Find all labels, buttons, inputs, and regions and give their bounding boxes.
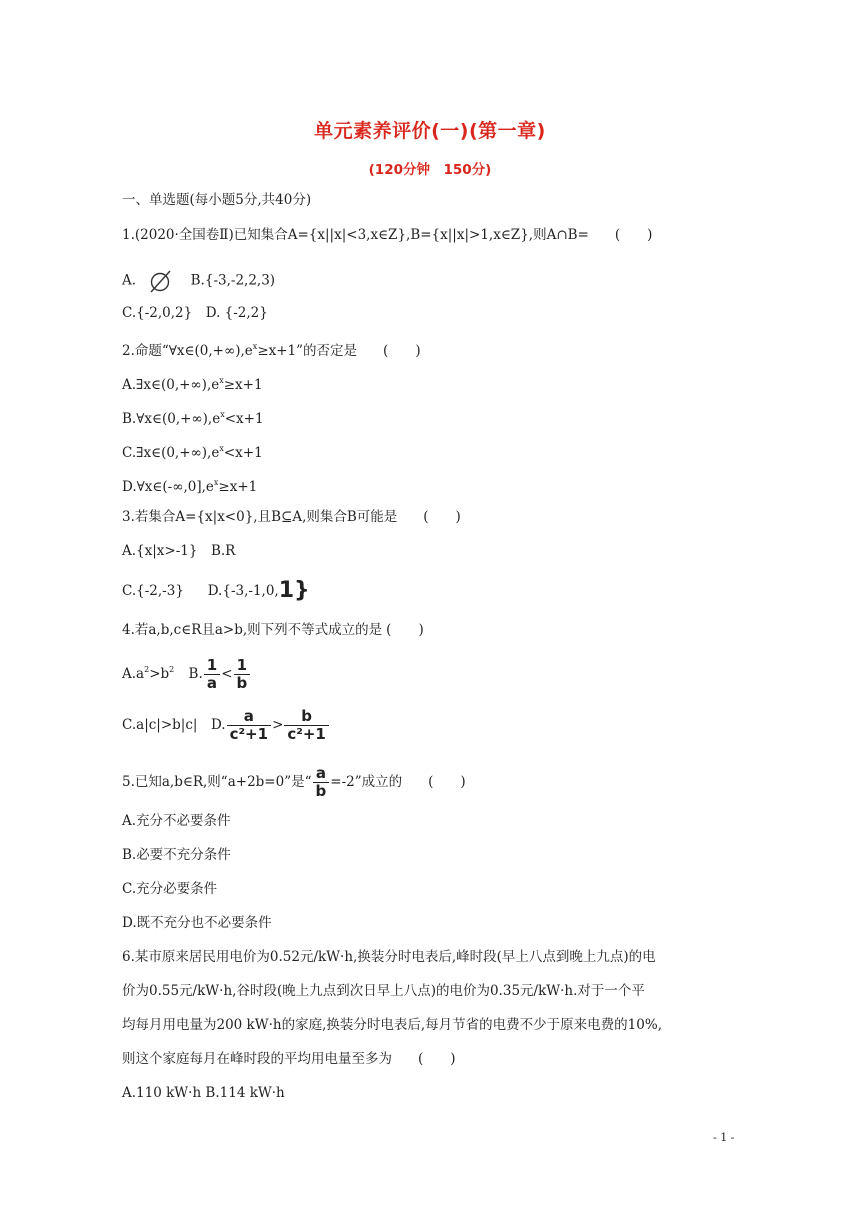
q2-option-d: $D.\forall x\in(-\infty,0],e^x\ge x+1$ [122,478,258,495]
fraction-a-over-c2-plus-1: $\frac{a}{\text{c²+1}}$ [227,708,271,743]
q4-stem: 4.若a,b,c∈R且a>b,则下列不等式成立的是 ( ) [122,622,424,638]
q6-line-2: 价为0.55元/kW·h,谷时段(晚上九点到次日早上八点)的电价为0.35元/kW·h.对于一个平 [122,983,645,999]
q2-option-b: $B.\forall x\in(0,+\infty),e^x<x+1$ [122,410,264,427]
q2-option-a: $A.\exists x\in(0,+\infty),e^x\ge x+1$ [122,376,263,393]
answer-paren: ( ) [383,343,421,359]
answer-paren: ( ) [423,509,461,525]
q2-stem: 2.命题“$\forall x\in(0,+\infty),e^x\ge x+1$”的否定是 ( ) [122,342,421,359]
q3-options-ab: A.{x|x>-1} B.R [122,543,236,559]
q1-options-ab: A. B.{-3,-2,2,3) [122,268,275,294]
q5-stem: 5.已知a,b∈R,则“a+2b=0”是“ $\frac{a}{b}$ =-2”成立的 ( ) [122,764,466,800]
empty-set-icon [146,268,182,294]
section-heading: 一、单选题(每小题5分,共40分) [122,192,312,208]
q5-option-a: A.充分不必要条件 [122,813,231,829]
answer-paren: ( ) [418,1051,456,1067]
q5-option-c: C.充分必要条件 [122,881,218,897]
page-number: - 1 - [713,1131,735,1144]
page-title: 单元素养评价(一)(第一章) [314,120,546,142]
answer-paren: ( ) [386,622,424,638]
q2-option-c: $C.\exists x\in(0,+\infty),e^x<x+1$ [122,444,263,461]
answer-paren: ( ) [428,774,466,790]
q5-option-d: D.既不充分也不必要条件 [122,915,272,931]
fraction-a-over-b: $\frac{a}{b}$ [313,765,330,800]
page-subtitle: (120分钟 150分) [368,162,492,178]
q1-stem: 1.(2020·全国卷Ⅱ)已知集合A={x||x|<3,x∈Z},B={x||x|>1,x∈Z},则A∩B= ( ) [122,227,653,243]
q4-options-ab: $A.a^2>b^2$ B. $\frac{1}{a}$ < $\frac{1}{b}$ [122,651,251,693]
q6-line-4: 则这个家庭每月在峰时段的平均用电量至多为 ( ) [122,1051,456,1067]
q6-line-3: 均每月用电量为200 kW·h的家庭,换装分时电表后,每月节省的电费不少于原来电费的10%, [122,1017,662,1033]
answer-paren: ( ) [614,227,653,243]
q4-options-cd: C.a|c|>b|c| D. $\frac{a}{\text{c²+1}}$ > $\frac{b}{\text{c²+1}}$ [122,705,330,745]
q6-line-1: 6.某市原来居民用电价为0.52元/kW·h,换装分时电表后,峰时段(早上八点到晚上九点)的电 [122,949,656,965]
q3-options-cd: C.{-2,-3} D.{-3,-1,0,1} [122,578,310,603]
q3-stem: 3.若集合A={x|x<0},且B⊆A,则集合B可能是 ( ) [122,509,461,525]
q1-options-cd: C.{-2,0,2} D. {-2,2} [122,305,268,321]
fraction-b-over-c2-plus-1: $\frac{b}{\text{c²+1}}$ [284,708,328,743]
fraction-1-over-b: $\frac{1}{b}$ [234,657,251,692]
fraction-1-over-a: $\frac{1}{a}$ [204,657,220,692]
q5-option-b: B.必要不充分条件 [122,847,231,863]
q6-options-ab: A.110 kW·h B.114 kW·h [122,1085,285,1101]
